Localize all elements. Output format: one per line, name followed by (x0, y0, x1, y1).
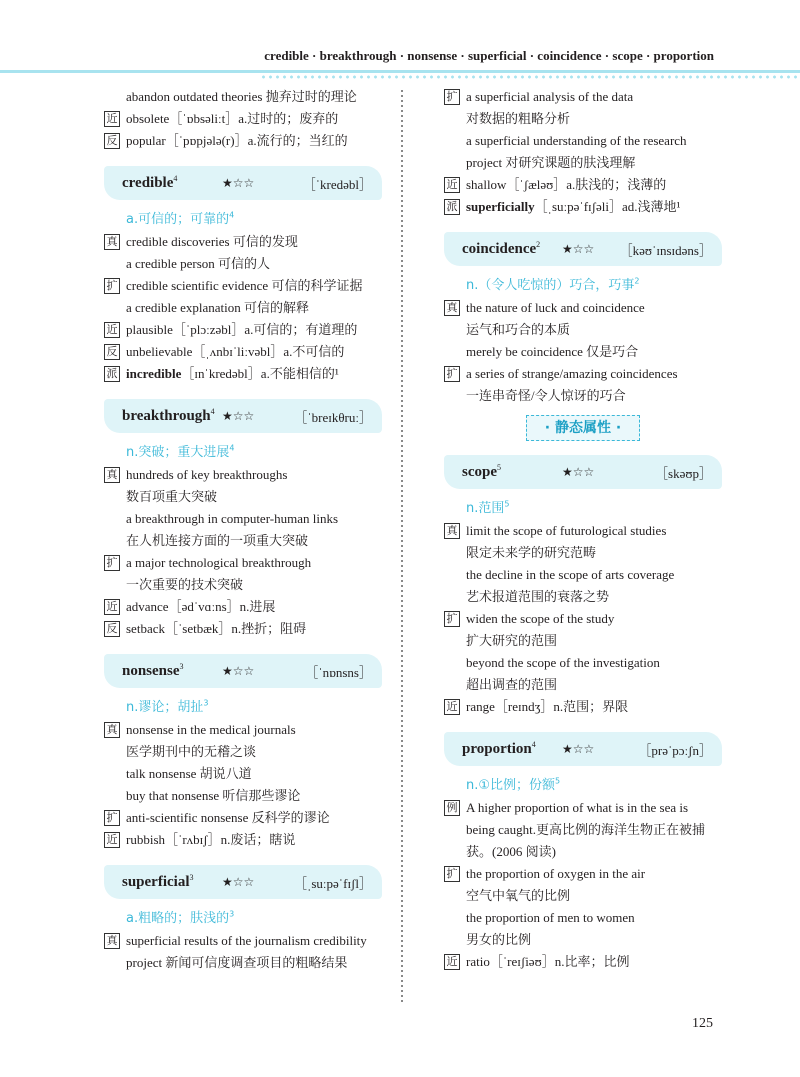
usage-tag: 近 (444, 177, 460, 193)
phonetic: ［ˌsuːpəˈfɪʃl］ (294, 875, 372, 891)
entry-line (104, 363, 382, 385)
entry-line (444, 152, 722, 174)
entry-line (444, 174, 722, 196)
entry-line (104, 596, 382, 618)
line-text: anti-scientific nonsense 反科学的谬论 (126, 810, 330, 825)
line-text: the nature of luck and coincidence (466, 300, 645, 315)
usage-tag: 近 (104, 322, 120, 338)
line-text: the proportion of oxygen in the air (466, 866, 646, 881)
star-rating: ★☆☆ (222, 176, 255, 190)
star-rating: ★☆☆ (562, 742, 595, 756)
entry-line (104, 719, 382, 741)
line-text: plausible［ˈplɔːzəbl］a.可信的；有道理的 (126, 322, 358, 337)
usage-tag: 真 (444, 300, 460, 316)
phonetic: ［skəʊp］ (655, 465, 712, 481)
star-rating: ★☆☆ (222, 409, 255, 423)
line-text: 数百项重大突破 (126, 489, 218, 504)
header-rule (0, 70, 800, 73)
usage-tag: 近 (104, 111, 120, 127)
line-text: buy that nonsense 听信那些谬论 (126, 788, 301, 803)
entry-line (104, 130, 382, 152)
entry-line (104, 486, 382, 508)
line-text: 获。(2006 阅读) (466, 844, 556, 859)
star-rating: ★☆☆ (562, 465, 595, 479)
line-text: superficially［ˌsuːpəˈfɪʃəli］ad.浅薄地¹ (466, 199, 681, 214)
phonetic: ［kəʊˈɪnsɪdəns］ (619, 242, 712, 258)
entry-line (444, 586, 722, 608)
entry-header-proportion (444, 732, 722, 766)
frequency-number: 4 (173, 174, 178, 183)
entry-line (104, 231, 382, 253)
entry-line (444, 630, 722, 652)
usage-tag: 近 (444, 699, 460, 715)
line-text: 空气中氧气的比例 (466, 888, 571, 903)
usage-tag: 扩 (444, 366, 460, 382)
entry-line (104, 464, 382, 486)
entry-line (444, 841, 722, 863)
page-number: 125 (692, 1016, 713, 1031)
line-text: 在人机连接方面的一项重大突破 (126, 533, 309, 548)
derived-word: superficially (466, 199, 535, 214)
line-text: obsolete［ˈɒbsəliːt］a.过时的；废弃的 (126, 111, 339, 126)
entry-line (444, 130, 722, 152)
entry-line (444, 652, 722, 674)
headword: coincidence$^2$ (462, 240, 541, 257)
line-text: unbelievable［ˌʌnbɪˈliːvəbl］a.不可信的 (126, 344, 345, 359)
usage-tag: 例 (444, 800, 460, 816)
entry-line (444, 608, 722, 630)
entry-line (104, 341, 382, 363)
line-text: credible discoveries 可信的发现 (126, 234, 298, 249)
line-text: credible scientific evidence 可信的科学证据 (126, 278, 363, 293)
entry-line (104, 785, 382, 807)
line-text: incredible［ɪnˈkredəbl］a.不能相信的¹ (126, 366, 339, 381)
usage-tag: 近 (444, 954, 460, 970)
entry-line (444, 297, 722, 319)
entry-line (444, 196, 722, 218)
line-text: beyond the scope of the investigation (466, 655, 660, 670)
entry-line (444, 564, 722, 586)
headword: proportion$^4$ (462, 740, 536, 757)
line-text: project 新闻可信度调查项目的粗略结果 (126, 955, 348, 970)
line-text: advance［ədˈvɑːns］n.进展 (126, 599, 276, 614)
sense-number: 4 (229, 210, 235, 220)
usage-tag: 扩 (444, 89, 460, 105)
usage-tag: 近 (104, 599, 120, 615)
entry-line (444, 797, 722, 819)
section-label: · 静态属性 · (526, 415, 640, 441)
phonetic: ［ˈnɒnsns］ (305, 664, 372, 680)
entry-line (444, 385, 722, 407)
left-column (104, 86, 382, 974)
frequency-number: 2 (536, 240, 541, 249)
usage-tag: 反 (104, 133, 120, 149)
line-text: 男女的比例 (466, 932, 532, 947)
usage-tag: 真 (104, 933, 120, 949)
header-title: credible · breakthrough · nonsense · superficial · coincidence · scope · proportion (264, 48, 714, 63)
entry-header-superficial (104, 865, 382, 899)
entry-line (104, 253, 382, 275)
entry-line (444, 542, 722, 564)
entry-line (104, 618, 382, 640)
line-text: superficial results of the journalism credibility (126, 933, 367, 948)
usage-tag: 扩 (104, 555, 120, 571)
entry-line (444, 885, 722, 907)
entry-line (104, 552, 382, 574)
entry-line (444, 520, 722, 542)
line-text: a superficial understanding of the research (466, 133, 687, 148)
usage-tag: 反 (104, 344, 120, 360)
star-rating: ★☆☆ (562, 242, 595, 256)
usage-tag: 扩 (104, 810, 120, 826)
sense-number: 3 (203, 698, 209, 708)
part-of-speech: n.范围$^5$ (466, 499, 510, 516)
line-text: setback［ˈsetbæk］n.挫折；阻碍 (126, 621, 307, 636)
entry-line (104, 297, 382, 319)
line-text: a major technological breakthrough (126, 555, 312, 570)
column-divider (396, 90, 408, 1002)
line-text: being caught.更高比例的海洋生物正在被捕 (466, 822, 706, 837)
part-of-speech: n.谬论；胡扯$^3$ (126, 698, 209, 715)
sense-number: 3 (229, 909, 235, 919)
headword: breakthrough$^4$ (122, 407, 215, 424)
entry-line (104, 508, 382, 530)
entry-line (104, 952, 382, 974)
entry-line (104, 108, 382, 130)
line-text: rubbish［ˈrʌbɪʃ］n.废话；瞎说 (126, 832, 296, 847)
entry-line (444, 929, 722, 951)
frequency-number: 5 (497, 463, 501, 472)
entry-line (444, 341, 722, 363)
usage-tag: 派 (104, 366, 120, 382)
entry-line (444, 363, 722, 385)
entry-header-scope (444, 455, 722, 489)
star-rating: ★☆☆ (222, 875, 255, 889)
entry-line (104, 86, 382, 108)
line-text: shallow［ˈʃæləʊ］a.肤浅的；浅薄的 (466, 177, 667, 192)
frequency-number: 3 (189, 873, 194, 882)
part-of-speech: a.可信的；可靠的$^4$ (126, 210, 235, 227)
part-of-speech: n.①比例；份额$^5$ (466, 776, 561, 793)
usage-tag: 扩 (444, 866, 460, 882)
line-text: merely be coincidence 仅是巧合 (466, 344, 639, 359)
entry-line (104, 763, 382, 785)
frequency-number: 4 (210, 407, 215, 416)
entry-line (444, 863, 722, 885)
line-text: abandon outdated theories 抛弃过时的理论 (126, 89, 357, 104)
line-text: the proportion of men to women (466, 910, 635, 925)
right-column (444, 86, 722, 973)
usage-tag: 反 (104, 621, 120, 637)
entry-line (104, 319, 382, 341)
line-text: 对数据的粗略分析 (466, 111, 571, 126)
line-text: range［reɪndʒ］n.范围；界限 (466, 699, 629, 714)
usage-tag: 真 (104, 234, 120, 250)
line-text: 医学期刊中的无稽之谈 (126, 744, 257, 759)
line-text: hundreds of key breakthroughs (126, 467, 288, 482)
headword: superficial$^3$ (122, 873, 194, 890)
entry-header-nonsense (104, 654, 382, 688)
entry-line (104, 829, 382, 851)
headword: credible$^4$ (122, 174, 178, 191)
line-text: ratio［ˈreɪʃiəʊ］n.比率；比例 (466, 954, 630, 969)
usage-tag: 派 (444, 199, 460, 215)
frequency-number: 4 (531, 740, 536, 749)
usage-tag: 扩 (104, 278, 120, 294)
part-of-speech: a.粗略的；肤浅的$^3$ (126, 909, 235, 926)
part-of-speech: n.突破；重大进展$^4$ (126, 443, 235, 460)
entry-line (444, 907, 722, 929)
usage-tag: 真 (104, 467, 120, 483)
line-text: 扩大研究的范围 (466, 633, 558, 648)
line-text: 限定未来学的研究范畴 (466, 545, 597, 560)
line-text: 运气和巧合的本质 (466, 322, 571, 337)
star-rating: ★☆☆ (222, 664, 255, 678)
page-header (0, 0, 800, 80)
line-text: 艺术报道范围的衰落之势 (466, 589, 610, 604)
entry-line (444, 86, 722, 108)
entry-line (444, 674, 722, 696)
entry-line (104, 275, 382, 297)
headword: scope$^5$ (462, 463, 501, 480)
usage-tag: 真 (104, 722, 120, 738)
entry-line (104, 741, 382, 763)
entry-header-breakthrough (104, 399, 382, 433)
entry-line (104, 530, 382, 552)
line-text: 超出调查的范围 (466, 677, 558, 692)
usage-tag: 真 (444, 523, 460, 539)
line-text: 一次重要的技术突破 (126, 577, 244, 592)
line-text: widen the scope of the study (466, 611, 615, 626)
line-text: a series of strange/amazing coincidences (466, 366, 678, 381)
part-of-speech: n.（令人吃惊的）巧合，巧事$^2$ (466, 276, 640, 293)
line-text: the decline in the scope of arts coverage (466, 567, 675, 582)
line-text: A higher proportion of what is in the sea is (466, 800, 689, 815)
frequency-number: 3 (179, 662, 184, 671)
headword: nonsense$^3$ (122, 662, 184, 679)
sense-number: 2 (634, 276, 640, 286)
line-text: 一连串奇怪/令人惊讶的巧合 (466, 388, 626, 403)
entry-header-credible (104, 166, 382, 200)
entry-line (444, 696, 722, 718)
phonetic: ［ˈkredəbl］ (302, 176, 372, 192)
entry-header-coincidence (444, 232, 722, 266)
entry-line (444, 319, 722, 341)
entry-line (104, 807, 382, 829)
line-text: a breakthrough in computer-human links (126, 511, 339, 526)
usage-tag: 扩 (444, 611, 460, 627)
entry-line (104, 574, 382, 596)
line-text: limit the scope of futurological studies (466, 523, 667, 538)
sense-number: 5 (504, 499, 510, 509)
phonetic: ［prəˈpɔːʃn］ (638, 742, 712, 758)
entry-line (444, 951, 722, 973)
entry-line (104, 930, 382, 952)
sense-number: 4 (229, 443, 235, 453)
usage-tag: 近 (104, 832, 120, 848)
header-dots (260, 74, 800, 80)
line-text: nonsense in the medical journals (126, 722, 296, 737)
sense-number: 5 (555, 776, 561, 786)
line-text: a credible explanation 可信的解释 (126, 300, 310, 315)
entry-line (444, 108, 722, 130)
line-text: a credible person 可信的人 (126, 256, 271, 271)
line-text: a superficial analysis of the data (466, 89, 634, 104)
derived-word: incredible (126, 366, 182, 381)
entry-line (444, 819, 722, 841)
line-text: popular［ˈpɒpjələ(r)］a.流行的；当红的 (126, 133, 348, 148)
phonetic: ［ˈbreɪkθruː］ (294, 409, 372, 425)
line-text: talk nonsense 胡说八道 (126, 766, 252, 781)
line-text: project 对研究课题的肤浅理解 (466, 155, 636, 170)
